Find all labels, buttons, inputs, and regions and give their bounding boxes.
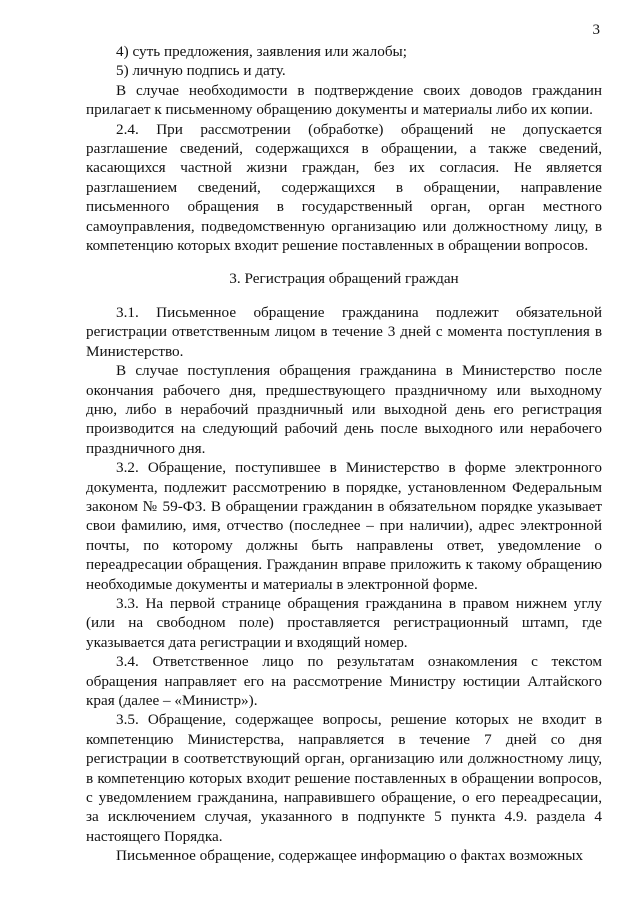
paragraph-3-5: 3.5. Обращение, содержащее вопросы, решение которых не входит в компетенцию Министерства, направляется в течение 7 дней со дня регистрации в соответствующий орган, организацию или должностному лицу, в компетенцию которых входит решение поставленных в обращении вопросов, с уведомлением гражданина, направившего обращение, о его переадресации, за исключением случая, указанного в подпункте 5 пункта 4.9. раздела 4 настоящего Порядка. — [86, 711, 602, 845]
paragraph-3-2: 3.2. Обращение, поступившее в Министерство в форме электронного документа, подлежит рассмотрению в порядке, установленном Федеральным законом № 59-ФЗ. В обращении гражданин в обязательном порядке указывает свои фамилию, имя, отчество (последнее – при наличии), адрес электронной почты, по которому должны быть направлены ответ, уведомление о переадресации обращения. Гражданин вправе приложить к такому обращению необходимые документы и материалы в электронной форме. — [86, 459, 602, 593]
paragraph-2-4: 2.4. При рассмотрении (обработке) обращений не допускается разглашение сведений, содержащихся в обращении, а также сведений, касающихся частной жизни граждан, без их согласия. Не является разглашением сведений, содержащихся в обращении, направление письменного обращения в государственный орган, орган местного самоуправления, подведомственную организацию или должностному лицу, в компетенцию которых входит решение поставленных в обращении вопросов. — [86, 120, 602, 255]
list-item-4: 4) суть предложения, заявления или жалобы; — [116, 43, 407, 60]
section-heading: 3. Регистрация обращений граждан — [229, 270, 459, 288]
list-item-5: 5) личную подпись и дату. — [116, 62, 286, 80]
paragraph-holiday-registration: В случае поступления обращения гражданина в Министерство после окончания рабочего дня, предшествующего праздничному или выходному дню, либо в нерабочий праздничный или выходной день его регистрация производится на следующий рабочий день после выходного или нерабочего праздничного дня. — [86, 362, 602, 457]
page-number: 3 — [592, 22, 600, 38]
paragraph-3-1: 3.1. Письменное обращение гражданина подлежит обязательной регистрации ответственным лицом в течение 3 дней с момента поступления в Министерство. — [86, 303, 602, 360]
paragraph-continued: Письменное обращение, содержащее информацию о фактах возможных — [116, 847, 584, 865]
document-body — [86, 42, 602, 866]
paragraph-3-4: 3.4. Ответственное лицо по результатам ознакомления с текстом обращения направляет его на рассмотрение Министру юстиции Алтайского края (далее – «Министр»). — [86, 653, 602, 709]
paragraph-3-3: 3.3. На первой странице обращения гражданина в правом нижнем углу (или на свободном поле) проставляется регистрационный штамп, где указывается дата регистрации и входящий номер. — [86, 594, 602, 651]
paragraph-attachments: В случае необходимости в подтверждение своих доводов гражданин прилагает к письменному обращению документы и материалы либо их копии. — [86, 81, 602, 119]
